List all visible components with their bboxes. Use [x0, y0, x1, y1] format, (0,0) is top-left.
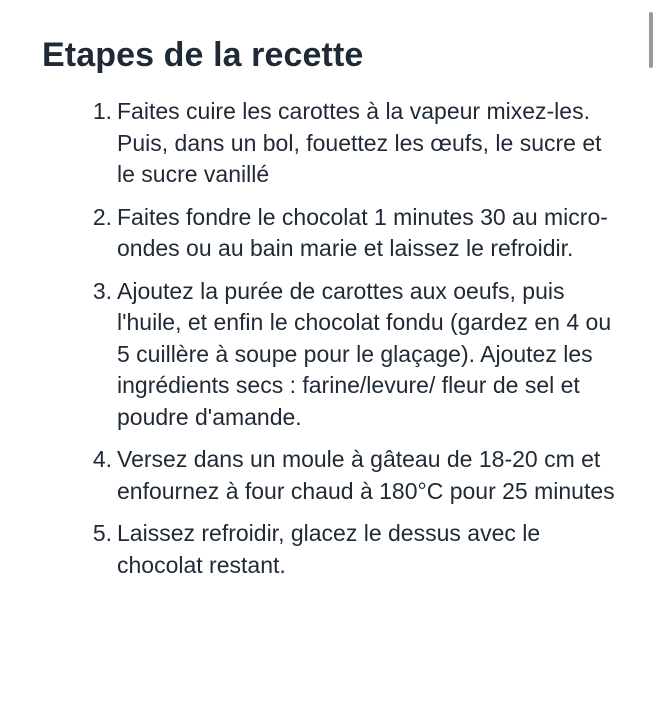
list-item	[42, 96, 628, 191]
steps-list	[42, 96, 628, 581]
list-item	[42, 276, 628, 434]
step-text: Ajoutez la purée de carottes aux oeufs, puis l'huile, et enfin le chocolat fondu (gardez en 4 ou 5 cuillère à soupe pour le glaçage). Ajoutez les ingrédients secs : farine/levure/ fleur de sel et poudre d'amande.	[117, 277, 612, 430]
list-item	[42, 444, 628, 507]
step-number: 4.	[92, 446, 112, 472]
recipe-steps-section	[42, 32, 628, 592]
scrollbar-thumb[interactable]	[649, 12, 653, 68]
step-text: Faites fondre le chocolat 1 minutes 30 au micro-ondes ou au bain marie et laissez le refroidir.	[117, 203, 608, 261]
section-title: Etapes de la recette	[42, 36, 364, 74]
list-item	[42, 202, 628, 265]
step-number: 3.	[92, 277, 112, 304]
list-item	[42, 518, 628, 581]
step-number: 5.	[92, 520, 112, 546]
step-number: 2.	[92, 203, 112, 230]
step-text: Versez dans un moule à gâteau de 18-20 cm et enfournez à four chaud à 180°C pour 25 minutes	[117, 446, 615, 504]
step-text: Faites cuire les carottes à la vapeur mixez-les. Puis, dans un bol, fouettez les œufs, le sucre et le sucre vanillé	[117, 98, 602, 187]
step-text: Laissez refroidir, glacez le dessus avec le chocolat restant.	[117, 520, 541, 578]
step-number: 1.	[92, 98, 112, 124]
